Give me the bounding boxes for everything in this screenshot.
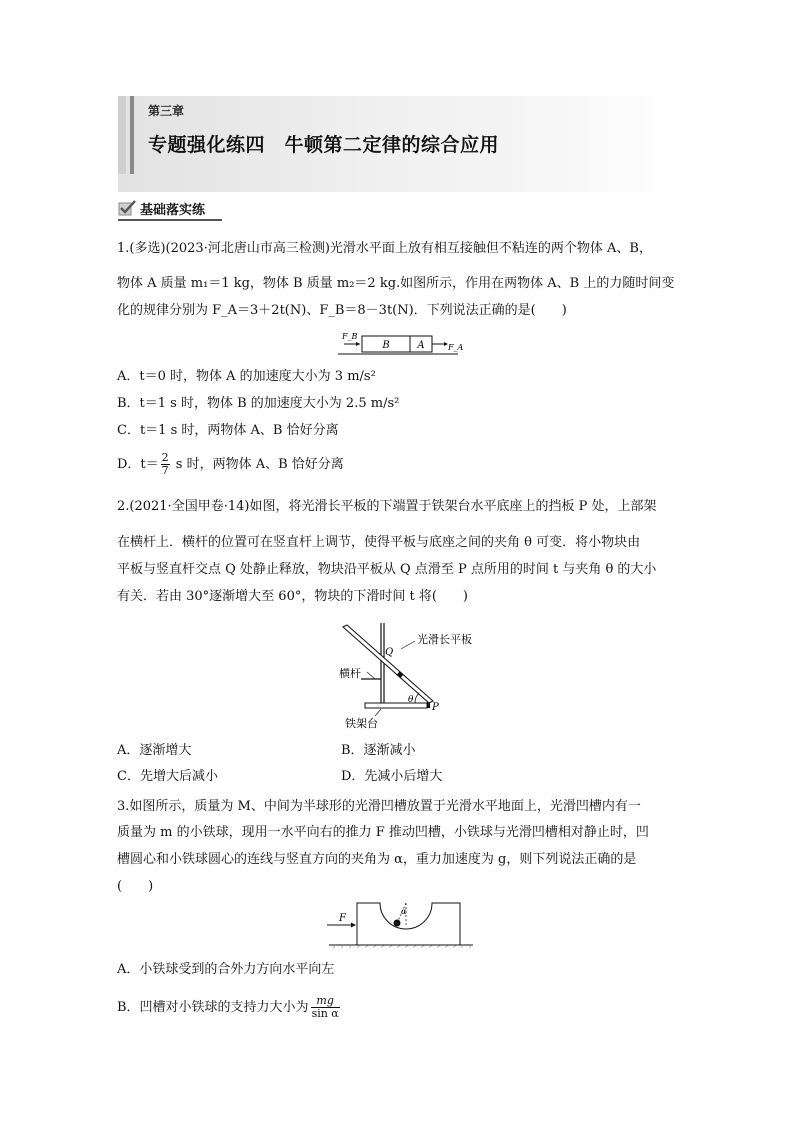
q3-option-b-prefix: B．凹槽对小铁球的支持力大小为 (117, 1000, 309, 1015)
q3-option-b (117, 995, 342, 1020)
q2-line-4: 有关．若由 30°逐渐增大至 60°，物块的下滑时间 t 将( ) (117, 589, 468, 604)
force-fb-label: F_B (342, 332, 358, 341)
crossbar-label: 横杆 (339, 667, 361, 680)
q1-option-c: C．t＝1 s 时，两物体 A、B 恰好分离 (117, 423, 339, 438)
q3-line-1: 3.如图所示，质量为 M、中间为半球形的光滑凹槽放置于光滑水平地面上，光滑凹槽内有一 (117, 799, 641, 814)
angle-theta-label: θ (408, 695, 414, 705)
q2-option-a: A．逐渐增大 (117, 743, 192, 758)
q2-option-b: B．逐渐减小 (341, 743, 416, 758)
q2-line-1: 2.(2021·全国甲卷·14)如图，将光滑长平板的下端置于铁架台水平底座上的挡板 P 处，上部架 (117, 499, 657, 514)
chapter-label: 第三章 (148, 104, 185, 118)
page-title: 专题强化练四 牛顿第二定律的综合应用 (148, 134, 500, 156)
q3-line-3: 槽圆心和小铁球圆心的连线与竖直方向的夹角为 α，重力加速度为 g，则下列说法正确的是 (117, 852, 637, 867)
block-a-label: A (417, 340, 425, 351)
fraction-numerator: 2 (161, 451, 169, 464)
fraction-denominator: 7 (161, 464, 169, 477)
q1-line-3: 化的规律分别为 F_A＝3＋2t(N)、F_B＝8－3t(N)．下列说法正确的是( ) (117, 303, 567, 318)
force-f-label: F (339, 913, 346, 924)
q3-groove-figure (325, 895, 475, 950)
q1-line-1: 1.(多选)(2023·河北唐山市高三检测)光滑水平面上放有相互接触但不粘连的两个物体 A、B， (117, 241, 652, 256)
q1-option-d-suffix: s 时，两物体 A、B 恰好分离 (171, 457, 344, 472)
angle-alpha-label: α (401, 907, 407, 916)
plate-label: 光滑长平板 (417, 633, 472, 646)
force-fa-label: F_A (448, 343, 464, 352)
q1-option-a: A．t＝0 时，物体 A 的加速度大小为 3 m/s² (117, 369, 376, 384)
section-label: 基础落实练 (140, 202, 206, 218)
chapter-banner (118, 96, 676, 192)
q2-option-d: D．先减小后增大 (341, 769, 443, 784)
q1-option-d-prefix: D．t＝ (117, 457, 159, 472)
point-p-label: P (432, 702, 439, 713)
fraction-denominator: sin α (311, 1007, 339, 1020)
q2-line-3: 平板与竖直杆交点 Q 处静止释放，物块沿平板从 Q 点滑至 P 点所用的时间 t 与夹角 θ 的大小 (117, 562, 657, 577)
fraction-numerator: mg (311, 995, 340, 1008)
q1-option-d (117, 452, 344, 477)
q1-line-2: 物体 A 质量 m₁＝1 kg，物体 B 质量 m₂＝2 kg.如图所示，作用在两物体 A、B 上的力随时间变 (117, 276, 675, 291)
q2-option-c: C．先增大后减小 (117, 769, 218, 784)
q1-option-b: B．t＝1 s 时，物体 B 的加速度大小为 2.5 m/s² (117, 396, 400, 411)
section-heading (118, 197, 205, 219)
section-underline (118, 219, 222, 221)
block-b-label: B (382, 340, 390, 351)
fraction (311, 995, 340, 1020)
q3-line-2: 质量为 m 的小铁球，现用一水平向右的推力 F 推动凹槽，小铁球与光滑凹槽相对静止时，凹 (117, 825, 649, 840)
fraction (161, 452, 170, 477)
q2-incline-figure (335, 617, 472, 735)
q3-line-4: ( ) (117, 879, 154, 894)
banner-accent-bar (118, 96, 126, 174)
q3-option-a: A．小铁球受到的合外力方向水平向左 (117, 962, 335, 977)
checkmark-icon (118, 200, 136, 216)
q2-line-2: 在横杆上．横杆的位置可在竖直杆上调节，使得平板与底座之间的夹角 θ 可变．将小物块由 (117, 535, 641, 550)
q1-blocks-figure (338, 330, 464, 356)
point-q-label: Q (385, 647, 394, 658)
banner-accent-line (130, 96, 134, 174)
iron-stand-label: 铁架台 (345, 717, 378, 730)
